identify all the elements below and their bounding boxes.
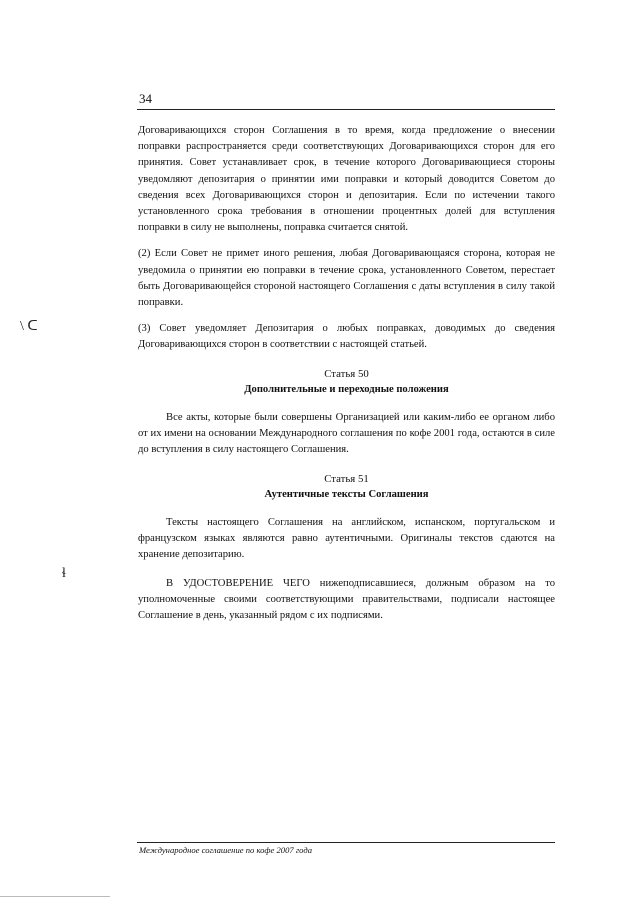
article-50-title: Дополнительные и переходные положения: [244, 383, 449, 395]
article-50-text: Все акты, которые были совершены Организацией или каким-либо ее органом либо от их имени на основании Международного соглашения по кофе 2001 года, остаются в силе до вступления в силу настоящего Соглашения.: [138, 412, 555, 456]
article-51-heading: Статья 51: [324, 472, 369, 485]
margin-handwritten-mark: ɬ: [62, 566, 66, 581]
paragraph-clause-2: (2) Если Совет не примет иного решения, любая Договаривающаяся сторона, которая не уведомила о принятии ею поправки в течение срока, установленного Советом, перестает быть Договаривающейся стороной настоящего Соглашения с даты вступления в силу такой поправки.: [138, 248, 555, 309]
header-rule: [137, 109, 555, 110]
footer-text: Международное соглашение по кофе 2007 года: [139, 845, 313, 855]
article-51-title: Аутентичные тексты Соглашения: [264, 488, 429, 500]
page-number: 34: [139, 91, 152, 106]
closing-paragraph: В УДОСТОВЕРЕНИЕ ЧЕГО нижеподписавшиеся, должным образом на то уполномоченные своими соответствующими правительствами, подписали настоящее Соглашение в день, указанный рядом с их подписями.: [138, 577, 555, 622]
margin-handwritten-mark: \ ᑕ: [20, 319, 38, 334]
paragraph-continuation: Договаривающихся сторон Соглашения в то время, когда предложение о внесении поправки распространяется среди соответствующих Договаривающихся сторон для его принятия. Совет устанавливает срок, в течение которого Договаривающиеся стороны уведомляют депозитария о принятии ими поправки и который доводится Советом до сведения всех Договаривающихся сторон и депозитария. Если по истечении такого установленного срока требования в отношении процентных долей для вступления поправки в силу не выполнены, поправка считается снятой.: [138, 125, 555, 234]
article-50-heading: Статья 50: [324, 367, 369, 380]
scan-edge-line: [0, 896, 110, 897]
document-body: [138, 123, 555, 624]
footer-rule: [137, 842, 555, 843]
paragraph-clause-3: (3) Совет уведомляет Депозитария о любых поправках, доводимых до сведения Договаривающихся сторон в соответствии с настоящей статьей.: [138, 323, 555, 351]
article-51-text: Тексты настоящего Соглашения на английском, испанском, португальском и французском языках являются равно аутентичными. Оригиналы текстов сдаются на хранение депозитарию.: [138, 517, 555, 561]
